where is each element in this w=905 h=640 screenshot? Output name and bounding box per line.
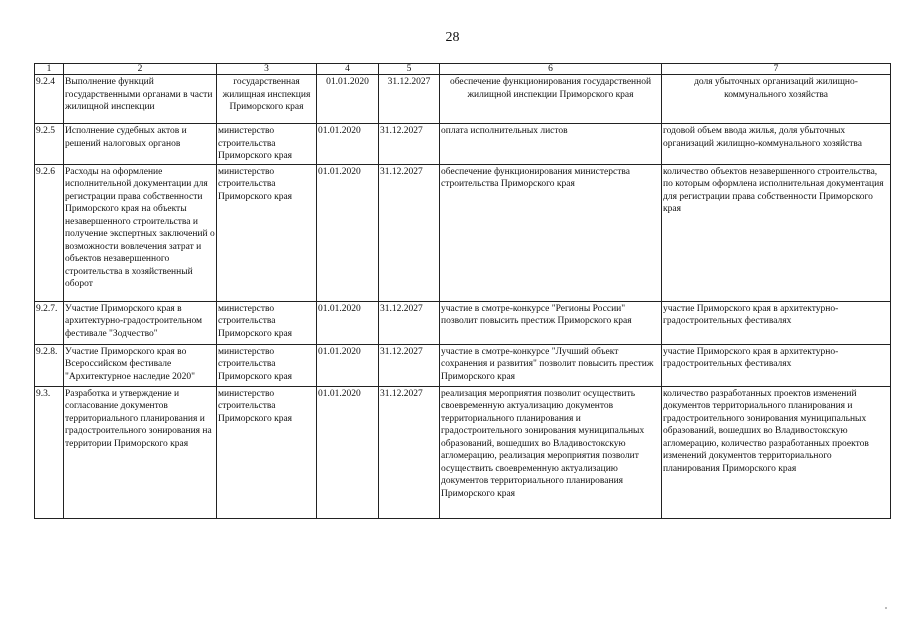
- start-date: 01.01.2020: [317, 386, 379, 518]
- column-header: 3: [217, 64, 317, 75]
- start-date: 01.01.2020: [317, 124, 379, 165]
- scan-speck: [885, 607, 887, 609]
- item-number: 9.2.5: [35, 124, 64, 165]
- column-header: 1: [35, 64, 64, 75]
- table-row: [35, 164, 891, 301]
- item-number: 9.3.: [35, 386, 64, 518]
- end-date: 31.12.2027: [379, 75, 440, 124]
- program-table: [34, 63, 891, 519]
- end-date: 31.12.2027: [379, 124, 440, 165]
- activity-name: Разработка и утверждение и согласование документов территориального планирования и градостроительного зонирования на территории Приморского края: [64, 386, 217, 518]
- activity-name: Участие Приморского края во Всероссийском фестивале "Архитектурное наследие 2020": [64, 344, 217, 386]
- activity-name: Участие Приморского края в архитектурно-градостроительном фестивале "Зодчество": [64, 301, 217, 344]
- column-header: 5: [379, 64, 440, 75]
- indicator: участие Приморского края в архитектурно-градостроительных фестивалях: [662, 301, 891, 344]
- executor: министерство строительства Приморского края: [217, 386, 317, 518]
- activity-name: Исполнение судебных актов и решений налоговых органов: [64, 124, 217, 165]
- indicator: количество разработанных проектов изменений документов территориального планирования и градостроительного зонирования муниципальных образований, вошедших во Владивостокскую агломерацию, количество разработанных проектов изменений документов территориального планирования Приморского края: [662, 386, 891, 518]
- indicator: доля убыточных организаций жилищно-коммунального хозяйства: [662, 75, 891, 124]
- activity-name: Выполнение функций государственными органами в части жилищной инспекции: [64, 75, 217, 124]
- executor: министерство строительства Приморского края: [217, 301, 317, 344]
- expected-result: обеспечение функционирования министерства строительства Приморского края: [440, 164, 662, 301]
- start-date: 01.01.2020: [317, 164, 379, 301]
- expected-result: оплата исполнительных листов: [440, 124, 662, 165]
- indicator: количество объектов незавершенного строительства, по которым оформлена исполнительная документация для регистрации права собственности Приморского края: [662, 164, 891, 301]
- indicator: годовой объем ввода жилья, доля убыточных организаций жилищно-коммунального хозяйства: [662, 124, 891, 165]
- expected-result: участие в смотре-конкурсе "Лучший объект сохранения и развития" позволит повысить престиж Приморского края: [440, 344, 662, 386]
- start-date: 01.01.2020: [317, 344, 379, 386]
- item-number: 9.2.4: [35, 75, 64, 124]
- start-date: 01.01.2020: [317, 75, 379, 124]
- item-number: 9.2.7.: [35, 301, 64, 344]
- header-row: [35, 64, 891, 75]
- expected-result: реализация мероприятия позволит осуществить своевременную актуализацию документов территориального планирования и градостроительного зонирования муниципальных образований, вошедших во Владивостокскую агломерацию, реализация мероприятия позволит осуществить своевременную актуализацию документов территориального планирования Приморского края: [440, 386, 662, 518]
- page-number: 28: [445, 30, 460, 45]
- table-row: [35, 124, 891, 165]
- end-date: 31.12.2027: [379, 301, 440, 344]
- end-date: 31.12.2027: [379, 386, 440, 518]
- table-row: [35, 344, 891, 386]
- column-header: 7: [662, 64, 891, 75]
- table-row: [35, 301, 891, 344]
- indicator: участие Приморского края в архитектурно-градостроительных фестивалях: [662, 344, 891, 386]
- column-header: 6: [440, 64, 662, 75]
- column-header: 4: [317, 64, 379, 75]
- item-number: 9.2.8.: [35, 344, 64, 386]
- expected-result: обеспечение функционирования государственной жилищной инспекции Приморского края: [440, 75, 662, 124]
- table-row: [35, 75, 891, 124]
- activity-name: Расходы на оформление исполнительной документации для регистрации права собственности Приморского края на объекты незавершенного строительства и получение экспертных заключений о возможности вовлечения затрат и объектов незавершенного строительства в хозяйственный оборот: [64, 164, 217, 301]
- executor: государственная жилищная инспекция Приморского края: [217, 75, 317, 124]
- table-row: [35, 386, 891, 518]
- executor: министерство строительства Приморского края: [217, 344, 317, 386]
- end-date: 31.12.2027: [379, 164, 440, 301]
- start-date: 01.01.2020: [317, 301, 379, 344]
- expected-result: участие в смотре-конкурсе "Регионы России" позволит повысить престиж Приморского края: [440, 301, 662, 344]
- executor: министерство строительства Приморского края: [217, 164, 317, 301]
- column-header: 2: [64, 64, 217, 75]
- end-date: 31.12.2027: [379, 344, 440, 386]
- executor: министерство строительства Приморского края: [217, 124, 317, 165]
- item-number: 9.2.6: [35, 164, 64, 301]
